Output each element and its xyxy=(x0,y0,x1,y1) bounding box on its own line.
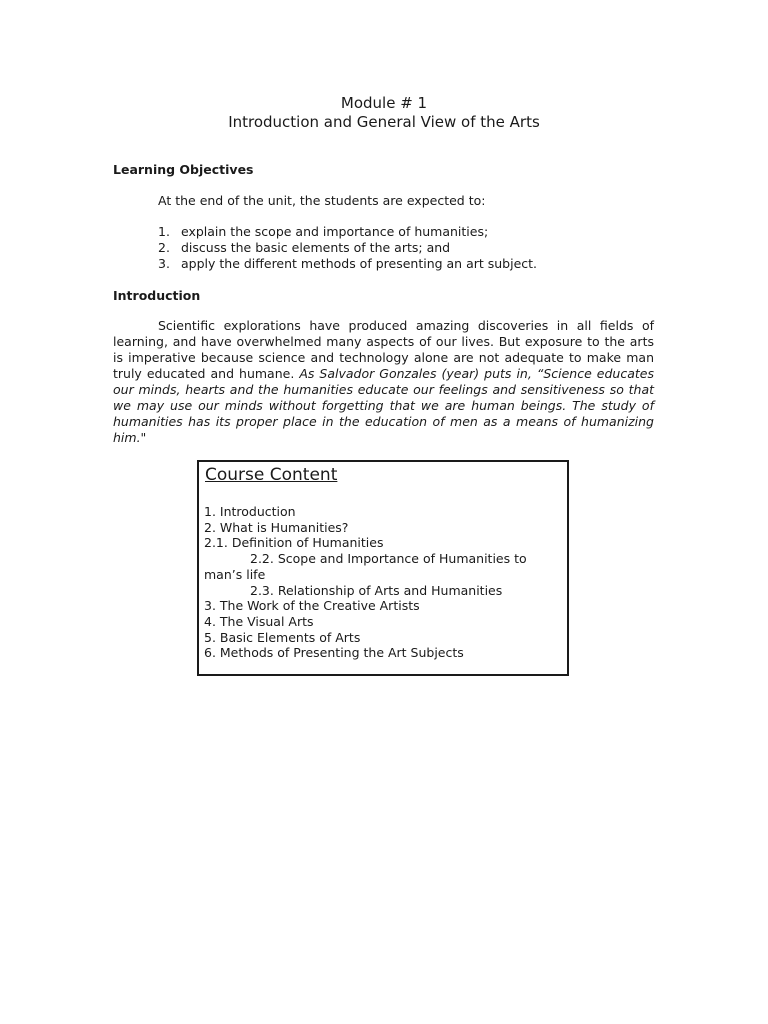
objectives-lead: At the end of the unit, the students are expected to: xyxy=(158,193,486,208)
list-item-text: discuss the basic elements of the arts; and xyxy=(181,240,451,255)
list-item: 2. What is Humanities? xyxy=(204,519,349,535)
list-item-text: explain the scope and importance of humanities; xyxy=(181,224,489,239)
list-item xyxy=(158,224,537,240)
list-item: 5. Basic Elements of Arts xyxy=(204,629,361,645)
module-number: Module # 1 xyxy=(340,94,428,112)
list-item-number: 2. xyxy=(158,240,170,255)
module-title: Introduction and General View of the Arts xyxy=(228,113,540,131)
list-item: 3. The Work of the Creative Artists xyxy=(204,598,420,614)
list-item: 2.1. Definition of Humanities xyxy=(204,535,384,551)
introduction-quote: As Salvador Gonzales (year) puts in, “Science educates our minds, hearts and the humanities educate our feelings and sensitiveness so that we may use our minds without forgetting that we are human beings. The study of humanities has its proper place in the education of men as a means of humanizing him." xyxy=(113,366,654,445)
course-content-title: Course Content xyxy=(205,465,338,485)
list-item: 4. The Visual Arts xyxy=(204,613,314,629)
list-item-number: 3. xyxy=(158,256,170,271)
list-item: 6. Methods of Presenting the Art Subjects xyxy=(204,645,464,661)
list-item-text: apply the different methods of presenting an art subject. xyxy=(181,256,538,271)
list-item: 2.2. Scope and Importance of Humanities to man’s life xyxy=(204,551,527,582)
list-item xyxy=(158,256,537,272)
title-block xyxy=(0,94,768,132)
learning-objectives-heading: Learning Objectives xyxy=(113,162,254,177)
list-item: 1. Introduction xyxy=(204,504,296,519)
list-item-number: 1. xyxy=(158,224,170,239)
introduction-text: Scientific explorations have produced amazing discoveries in all fields of learning, and have overwhelmed many aspects of our lives. But exposure to the arts is imperative because science and technology alone are not adequate to make man truly educated and humane. xyxy=(113,318,654,381)
objectives-list xyxy=(158,224,537,272)
list-item: 2.3. Relationship of Arts and Humanities xyxy=(250,582,503,598)
course-content-box xyxy=(197,460,569,676)
introduction-heading: Introduction xyxy=(113,288,201,303)
introduction-paragraph xyxy=(113,318,654,446)
list-item xyxy=(158,240,537,256)
course-content-list xyxy=(204,504,554,661)
